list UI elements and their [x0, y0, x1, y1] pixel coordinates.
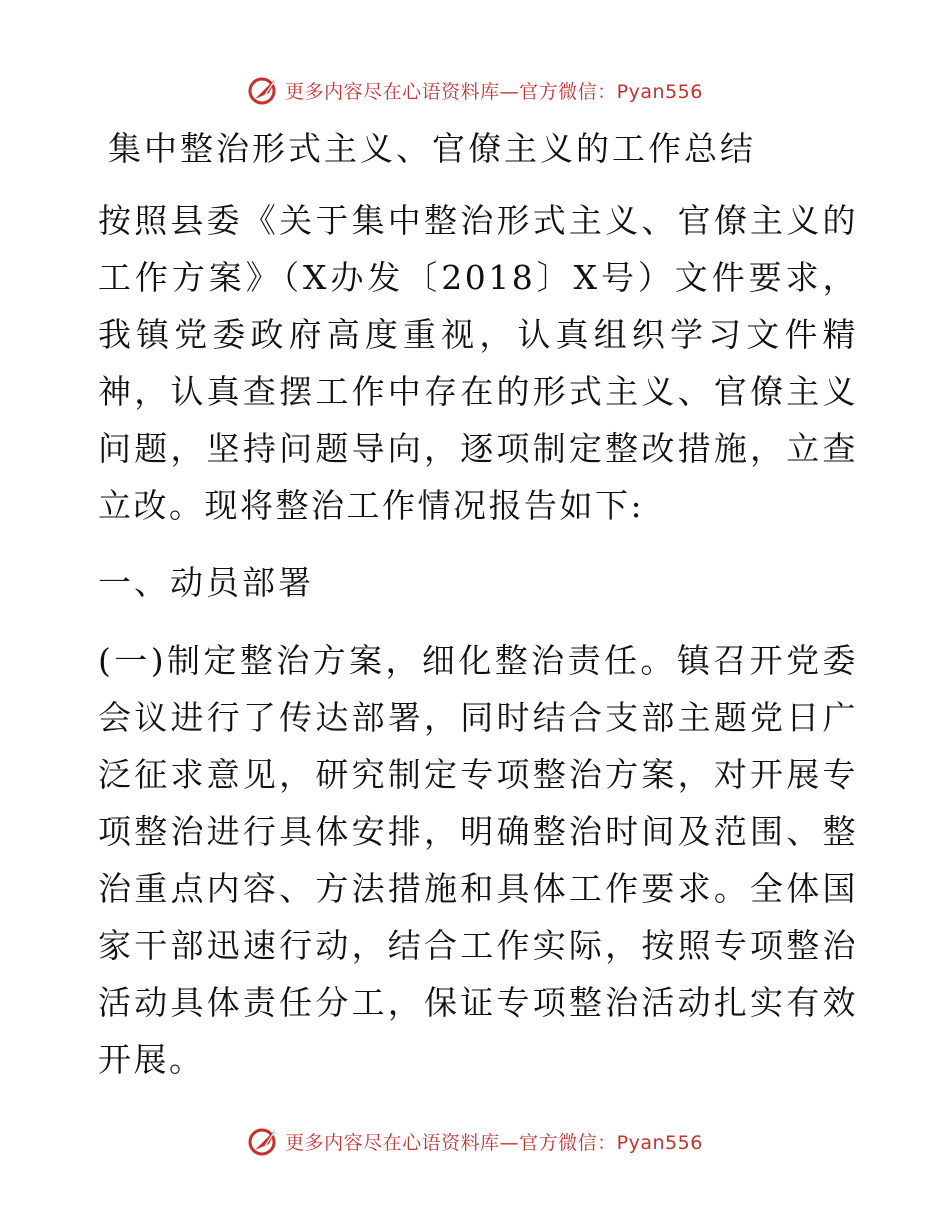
- paragraph-intro: 按照县委《关于集中整治形式主义、官僚主义的工作方案》（X办发〔2018〕X号）文件要求，我镇党委政府高度重视，认真组织学习文件精神，认真查摆工作中存在的形式主义、官僚主义问题，坚持问题导向，逐项制定整改措施，立查立改。现将整治工作情况报告如下:: [98, 201, 858, 525]
- quill-pen-logo-icon: [247, 73, 281, 107]
- watermark-text: 更多内容尽在心语资料库—官方微信：Pyan556: [285, 1131, 703, 1154]
- document-body: [98, 120, 858, 1088]
- quill-pen-logo-icon: [247, 1124, 281, 1158]
- section-heading-1: 一、动员部署: [98, 563, 314, 602]
- watermark-text: 更多内容尽在心语资料库—官方微信：Pyan556: [285, 80, 703, 103]
- header-watermark: [0, 70, 950, 110]
- paragraph-section-1-1: (一)制定整治方案，细化整治责任。镇召开党委会议进行了传达部署，同时结合支部主题党日广泛征求意见，研究制定专项整治方案，对开展专项整治进行具体安排，明确整治时间及范围、整治重点内容、方法措施和具体工作要求。全体国家干部迅速行动，结合工作实际，按照专项整治活动具体责任分工，保证专项整治活动扎实有效开展。: [98, 641, 858, 1079]
- document-title: 集中整治形式主义、官僚主义的工作总结: [108, 129, 756, 168]
- footer-watermark: [0, 1121, 950, 1161]
